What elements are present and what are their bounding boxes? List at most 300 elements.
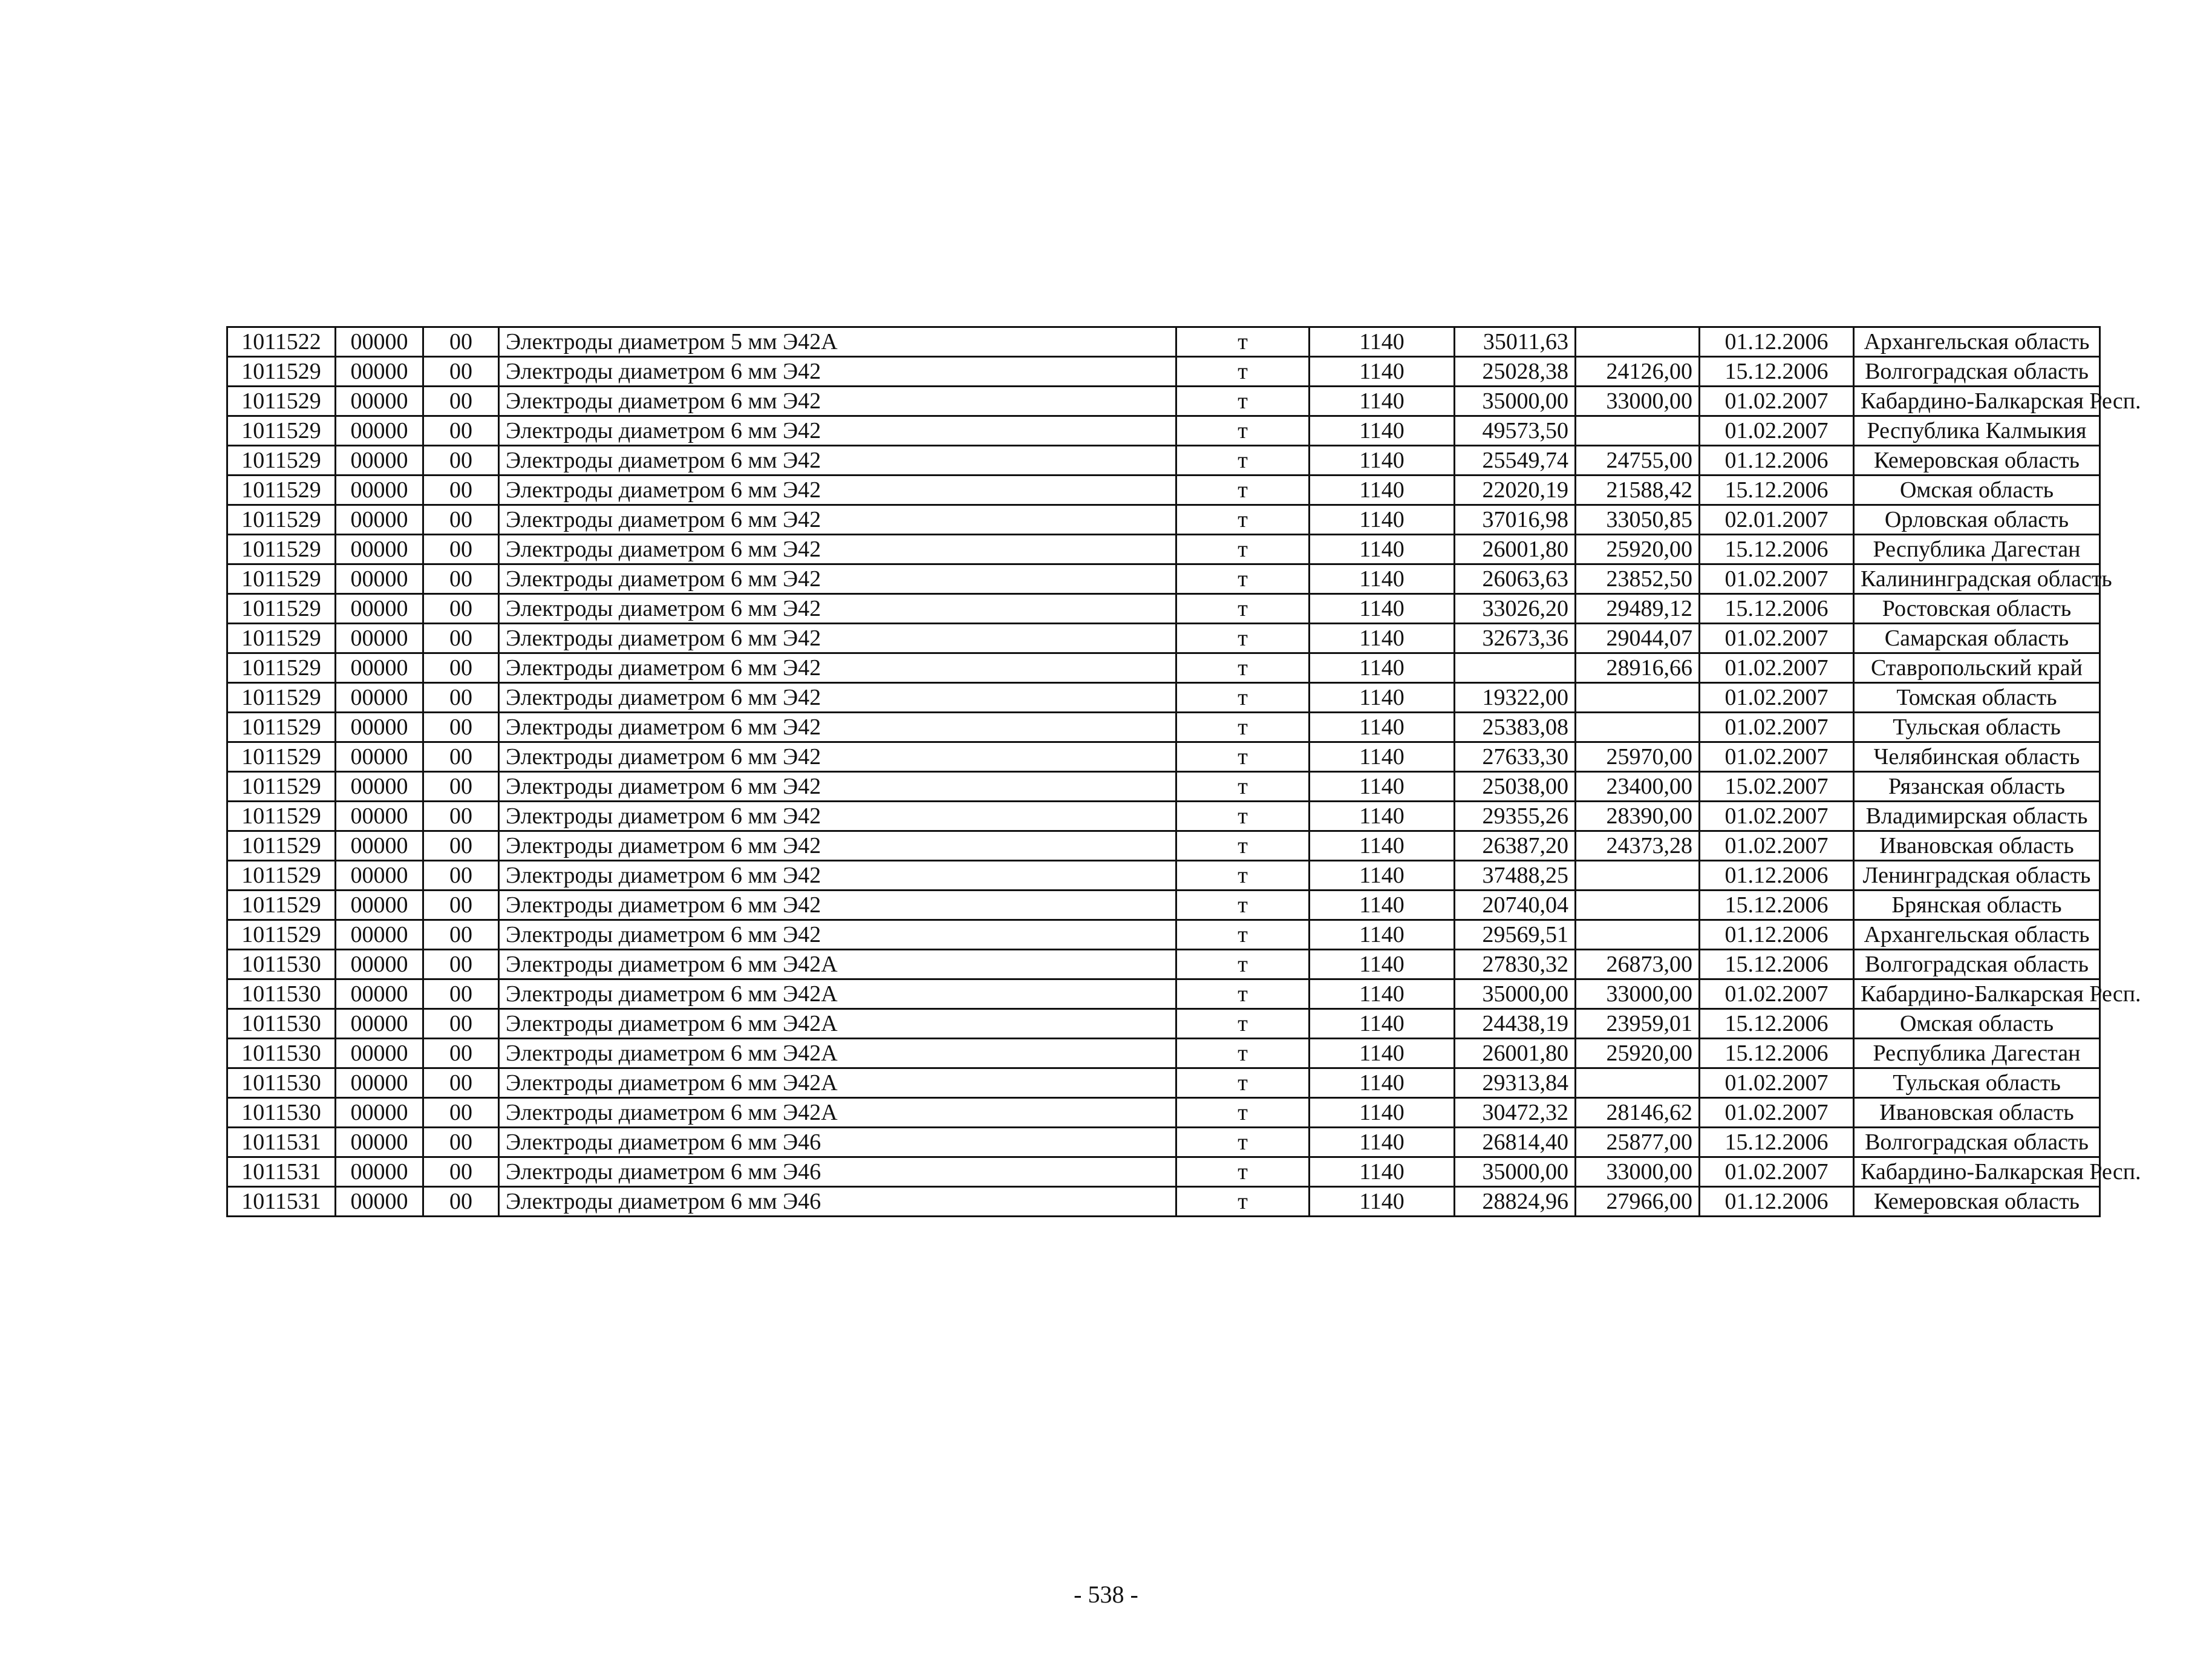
- unit-cell: т: [1176, 713, 1310, 742]
- product-name-cell: Электроды диаметром 6 мм Э42: [499, 861, 1176, 891]
- unit-code-cell: 1140: [1310, 802, 1455, 831]
- price-without-tax-cell: 28390,00: [1576, 802, 1700, 831]
- unit-code-cell: 1140: [1310, 1187, 1455, 1217]
- date-cell: 01.02.2007: [1700, 653, 1854, 683]
- product-name-cell: Электроды диаметром 6 мм Э46: [499, 1157, 1176, 1187]
- region-cell: Самарская область: [1854, 624, 2100, 653]
- product-name-cell: Электроды диаметром 6 мм Э42: [499, 594, 1176, 624]
- table-row: [227, 742, 2100, 772]
- product-name-cell: Электроды диаметром 6 мм Э42: [499, 416, 1176, 446]
- product-code-cell: 1011529: [227, 920, 336, 950]
- region-cell: Ивановская область: [1854, 1098, 2100, 1128]
- product-code-cell: 1011531: [227, 1157, 336, 1187]
- date-cell: 01.12.2006: [1700, 327, 1854, 357]
- table-row: [227, 594, 2100, 624]
- region-cell: Республика Калмыкия: [1854, 416, 2100, 446]
- date-cell: 01.12.2006: [1700, 861, 1854, 891]
- unit-cell: т: [1176, 920, 1310, 950]
- price-cell: 28824,96: [1455, 1187, 1576, 1217]
- product-code-cell: 1011522: [227, 327, 336, 357]
- variant-cell: 00: [423, 950, 499, 979]
- price-without-tax-cell: [1576, 920, 1700, 950]
- unit-cell: т: [1176, 505, 1310, 535]
- price-without-tax-cell: 33000,00: [1576, 979, 1700, 1009]
- subcode-cell: 00000: [336, 742, 423, 772]
- product-code-cell: 1011529: [227, 772, 336, 802]
- unit-code-cell: 1140: [1310, 357, 1455, 387]
- subcode-cell: 00000: [336, 1068, 423, 1098]
- product-name-cell: Электроды диаметром 6 мм Э42А: [499, 1068, 1176, 1098]
- subcode-cell: 00000: [336, 1009, 423, 1039]
- subcode-cell: 00000: [336, 564, 423, 594]
- table-row: [227, 416, 2100, 446]
- price-cell: 19322,00: [1455, 683, 1576, 713]
- date-cell: 01.12.2006: [1700, 1187, 1854, 1217]
- product-name-cell: Электроды диаметром 5 мм Э42А: [499, 327, 1176, 357]
- price-cell: 35000,00: [1455, 979, 1576, 1009]
- price-cell: 29355,26: [1455, 802, 1576, 831]
- unit-code-cell: 1140: [1310, 891, 1455, 920]
- subcode-cell: 00000: [336, 891, 423, 920]
- unit-code-cell: 1140: [1310, 1009, 1455, 1039]
- region-cell: Кабардино-Балкарская Респ.: [1854, 1157, 2100, 1187]
- price-cell: 32673,36: [1455, 624, 1576, 653]
- table-row: [227, 1009, 2100, 1039]
- subcode-cell: 00000: [336, 979, 423, 1009]
- region-cell: Омская область: [1854, 1009, 2100, 1039]
- region-cell: Республика Дагестан: [1854, 1039, 2100, 1068]
- date-cell: 01.12.2006: [1700, 446, 1854, 476]
- table-row: [227, 505, 2100, 535]
- unit-cell: т: [1176, 1068, 1310, 1098]
- product-name-cell: Электроды диаметром 6 мм Э42А: [499, 1039, 1176, 1068]
- date-cell: 01.02.2007: [1700, 713, 1854, 742]
- region-cell: Ивановская область: [1854, 831, 2100, 861]
- subcode-cell: 00000: [336, 446, 423, 476]
- unit-cell: т: [1176, 357, 1310, 387]
- unit-code-cell: 1140: [1310, 683, 1455, 713]
- price-without-tax-cell: 29489,12: [1576, 594, 1700, 624]
- product-code-cell: 1011529: [227, 831, 336, 861]
- variant-cell: 00: [423, 861, 499, 891]
- region-cell: Кабардино-Балкарская Респ.: [1854, 387, 2100, 416]
- unit-code-cell: 1140: [1310, 327, 1455, 357]
- table-row: [227, 387, 2100, 416]
- date-cell: 15.12.2006: [1700, 950, 1854, 979]
- unit-cell: т: [1176, 950, 1310, 979]
- unit-code-cell: 1140: [1310, 1098, 1455, 1128]
- unit-cell: т: [1176, 891, 1310, 920]
- variant-cell: 00: [423, 1068, 499, 1098]
- region-cell: Ленинградская область: [1854, 861, 2100, 891]
- date-cell: 15.12.2006: [1700, 1128, 1854, 1157]
- region-cell: Архангельская область: [1854, 920, 2100, 950]
- table-row: [227, 327, 2100, 357]
- product-name-cell: Электроды диаметром 6 мм Э42А: [499, 979, 1176, 1009]
- subcode-cell: 00000: [336, 476, 423, 505]
- unit-cell: т: [1176, 861, 1310, 891]
- region-cell: Кемеровская область: [1854, 446, 2100, 476]
- subcode-cell: 00000: [336, 713, 423, 742]
- subcode-cell: 00000: [336, 1187, 423, 1217]
- product-code-cell: 1011531: [227, 1128, 336, 1157]
- product-name-cell: Электроды диаметром 6 мм Э42: [499, 505, 1176, 535]
- product-code-cell: 1011529: [227, 476, 336, 505]
- date-cell: 01.02.2007: [1700, 564, 1854, 594]
- table-row: [227, 1157, 2100, 1187]
- unit-cell: т: [1176, 535, 1310, 564]
- table-row: [227, 950, 2100, 979]
- variant-cell: 00: [423, 713, 499, 742]
- unit-code-cell: 1140: [1310, 979, 1455, 1009]
- price-cell: 30472,32: [1455, 1098, 1576, 1128]
- subcode-cell: 00000: [336, 387, 423, 416]
- unit-code-cell: 1140: [1310, 387, 1455, 416]
- product-name-cell: Электроды диаметром 6 мм Э42: [499, 802, 1176, 831]
- product-name-cell: Электроды диаметром 6 мм Э42: [499, 624, 1176, 653]
- unit-cell: т: [1176, 1187, 1310, 1217]
- region-cell: Томская область: [1854, 683, 2100, 713]
- price-cell: 27830,32: [1455, 950, 1576, 979]
- price-cell: 27633,30: [1455, 742, 1576, 772]
- variant-cell: 00: [423, 920, 499, 950]
- table-row: [227, 446, 2100, 476]
- product-code-cell: 1011530: [227, 979, 336, 1009]
- unit-cell: т: [1176, 564, 1310, 594]
- price-without-tax-cell: 33000,00: [1576, 387, 1700, 416]
- price-without-tax-cell: 24126,00: [1576, 357, 1700, 387]
- product-name-cell: Электроды диаметром 6 мм Э42: [499, 742, 1176, 772]
- product-code-cell: 1011529: [227, 357, 336, 387]
- price-cell: 29313,84: [1455, 1068, 1576, 1098]
- subcode-cell: 00000: [336, 831, 423, 861]
- unit-code-cell: 1140: [1310, 1157, 1455, 1187]
- product-name-cell: Электроды диаметром 6 мм Э42: [499, 564, 1176, 594]
- unit-cell: т: [1176, 1098, 1310, 1128]
- unit-cell: т: [1176, 802, 1310, 831]
- product-name-cell: Электроды диаметром 6 мм Э46: [499, 1187, 1176, 1217]
- date-cell: 01.02.2007: [1700, 1098, 1854, 1128]
- table-row: [227, 713, 2100, 742]
- region-cell: Архангельская область: [1854, 327, 2100, 357]
- region-cell: Ставропольский край: [1854, 653, 2100, 683]
- date-cell: 01.02.2007: [1700, 831, 1854, 861]
- product-code-cell: 1011529: [227, 891, 336, 920]
- product-code-cell: 1011530: [227, 1009, 336, 1039]
- price-cell: 25028,38: [1455, 357, 1576, 387]
- date-cell: 01.02.2007: [1700, 1068, 1854, 1098]
- price-without-tax-cell: 29044,07: [1576, 624, 1700, 653]
- product-code-cell: 1011529: [227, 653, 336, 683]
- product-code-cell: 1011529: [227, 713, 336, 742]
- price-table-body: [227, 327, 2141, 1217]
- region-cell: Орловская область: [1854, 505, 2100, 535]
- product-code-cell: 1011529: [227, 861, 336, 891]
- unit-cell: т: [1176, 653, 1310, 683]
- subcode-cell: 00000: [336, 1128, 423, 1157]
- date-cell: 01.02.2007: [1700, 387, 1854, 416]
- region-cell: Калининградская область: [1854, 564, 2100, 594]
- price-without-tax-cell: 33050,85: [1576, 505, 1700, 535]
- product-name-cell: Электроды диаметром 6 мм Э42А: [499, 1098, 1176, 1128]
- unit-code-cell: 1140: [1310, 594, 1455, 624]
- document-sheet: [226, 326, 2141, 1217]
- unit-cell: т: [1176, 624, 1310, 653]
- date-cell: 15.12.2006: [1700, 594, 1854, 624]
- price-without-tax-cell: 23959,01: [1576, 1009, 1700, 1039]
- unit-code-cell: 1140: [1310, 831, 1455, 861]
- product-code-cell: 1011530: [227, 950, 336, 979]
- price-cell: 25038,00: [1455, 772, 1576, 802]
- region-cell: Владимирская область: [1854, 802, 2100, 831]
- unit-code-cell: 1140: [1310, 476, 1455, 505]
- product-code-cell: 1011530: [227, 1068, 336, 1098]
- variant-cell: 00: [423, 594, 499, 624]
- product-code-cell: 1011531: [227, 1187, 336, 1217]
- table-row: [227, 1068, 2100, 1098]
- region-cell: Волгоградская область: [1854, 1128, 2100, 1157]
- price-without-tax-cell: 25920,00: [1576, 1039, 1700, 1068]
- variant-cell: 00: [423, 1157, 499, 1187]
- product-name-cell: Электроды диаметром 6 мм Э46: [499, 1128, 1176, 1157]
- product-name-cell: Электроды диаметром 6 мм Э42: [499, 387, 1176, 416]
- variant-cell: 00: [423, 327, 499, 357]
- product-code-cell: 1011529: [227, 683, 336, 713]
- date-cell: 01.02.2007: [1700, 742, 1854, 772]
- unit-cell: т: [1176, 416, 1310, 446]
- region-cell: Рязанская область: [1854, 772, 2100, 802]
- subcode-cell: 00000: [336, 1098, 423, 1128]
- product-name-cell: Электроды диаметром 6 мм Э42: [499, 535, 1176, 564]
- price-without-tax-cell: 24755,00: [1576, 446, 1700, 476]
- price-cell: 26001,80: [1455, 535, 1576, 564]
- variant-cell: 00: [423, 1039, 499, 1068]
- subcode-cell: 00000: [336, 535, 423, 564]
- variant-cell: 00: [423, 505, 499, 535]
- variant-cell: 00: [423, 891, 499, 920]
- date-cell: 01.02.2007: [1700, 624, 1854, 653]
- unit-cell: т: [1176, 1157, 1310, 1187]
- region-cell: Тульская область: [1854, 713, 2100, 742]
- date-cell: 15.12.2006: [1700, 1009, 1854, 1039]
- variant-cell: 00: [423, 831, 499, 861]
- product-code-cell: 1011530: [227, 1039, 336, 1068]
- date-cell: 01.12.2006: [1700, 920, 1854, 950]
- region-cell: Республика Дагестан: [1854, 535, 2100, 564]
- price-cell: 49573,50: [1455, 416, 1576, 446]
- product-name-cell: Электроды диаметром 6 мм Э42: [499, 772, 1176, 802]
- subcode-cell: 00000: [336, 653, 423, 683]
- table-row: [227, 831, 2100, 861]
- price-without-tax-cell: 27966,00: [1576, 1187, 1700, 1217]
- unit-code-cell: 1140: [1310, 446, 1455, 476]
- price-cell: 35000,00: [1455, 1157, 1576, 1187]
- price-without-tax-cell: [1576, 1068, 1700, 1098]
- subcode-cell: 00000: [336, 1157, 423, 1187]
- unit-cell: т: [1176, 387, 1310, 416]
- product-name-cell: Электроды диаметром 6 мм Э42: [499, 476, 1176, 505]
- variant-cell: 00: [423, 653, 499, 683]
- unit-code-cell: 1140: [1310, 1128, 1455, 1157]
- unit-code-cell: 1140: [1310, 742, 1455, 772]
- date-cell: 02.01.2007: [1700, 505, 1854, 535]
- unit-code-cell: 1140: [1310, 772, 1455, 802]
- price-cell: 26063,63: [1455, 564, 1576, 594]
- price-without-tax-cell: [1576, 713, 1700, 742]
- product-name-cell: Электроды диаметром 6 мм Э42: [499, 831, 1176, 861]
- price-cell: 35011,63: [1455, 327, 1576, 357]
- unit-cell: т: [1176, 594, 1310, 624]
- price-without-tax-cell: [1576, 683, 1700, 713]
- variant-cell: 00: [423, 742, 499, 772]
- product-code-cell: 1011529: [227, 416, 336, 446]
- price-without-tax-cell: 25920,00: [1576, 535, 1700, 564]
- product-code-cell: 1011529: [227, 564, 336, 594]
- variant-cell: 00: [423, 683, 499, 713]
- variant-cell: 00: [423, 535, 499, 564]
- variant-cell: 00: [423, 446, 499, 476]
- price-cell: [1455, 653, 1576, 683]
- price-cell: 33026,20: [1455, 594, 1576, 624]
- price-cell: 24438,19: [1455, 1009, 1576, 1039]
- unit-cell: т: [1176, 1009, 1310, 1039]
- variant-cell: 00: [423, 772, 499, 802]
- product-code-cell: 1011529: [227, 505, 336, 535]
- table-row: [227, 1098, 2100, 1128]
- date-cell: 01.02.2007: [1700, 683, 1854, 713]
- unit-cell: т: [1176, 979, 1310, 1009]
- date-cell: 15.12.2006: [1700, 891, 1854, 920]
- region-cell: Тульская область: [1854, 1068, 2100, 1098]
- region-cell: Кабардино-Балкарская Респ.: [1854, 979, 2100, 1009]
- product-name-cell: Электроды диаметром 6 мм Э42: [499, 683, 1176, 713]
- subcode-cell: 00000: [336, 861, 423, 891]
- variant-cell: 00: [423, 1128, 499, 1157]
- subcode-cell: 00000: [336, 772, 423, 802]
- product-name-cell: Электроды диаметром 6 мм Э42: [499, 920, 1176, 950]
- subcode-cell: 00000: [336, 594, 423, 624]
- price-cell: 26814,40: [1455, 1128, 1576, 1157]
- table-row: [227, 683, 2100, 713]
- price-cell: 25549,74: [1455, 446, 1576, 476]
- product-name-cell: Электроды диаметром 6 мм Э42: [499, 713, 1176, 742]
- product-code-cell: 1011529: [227, 802, 336, 831]
- table-row: [227, 802, 2100, 831]
- date-cell: 01.02.2007: [1700, 979, 1854, 1009]
- unit-cell: т: [1176, 772, 1310, 802]
- date-cell: 01.02.2007: [1700, 1157, 1854, 1187]
- price-without-tax-cell: 25877,00: [1576, 1128, 1700, 1157]
- date-cell: 01.02.2007: [1700, 802, 1854, 831]
- product-code-cell: 1011530: [227, 1098, 336, 1128]
- table-row: [227, 1187, 2100, 1217]
- price-without-tax-cell: 23852,50: [1576, 564, 1700, 594]
- table-row: [227, 476, 2100, 505]
- subcode-cell: 00000: [336, 802, 423, 831]
- product-name-cell: Электроды диаметром 6 мм Э42: [499, 653, 1176, 683]
- price-without-tax-cell: 26873,00: [1576, 950, 1700, 979]
- page-number: - 538 -: [1074, 1581, 1138, 1608]
- date-cell: 15.02.2007: [1700, 772, 1854, 802]
- variant-cell: 00: [423, 357, 499, 387]
- subcode-cell: 00000: [336, 683, 423, 713]
- product-code-cell: 1011529: [227, 387, 336, 416]
- price-without-tax-cell: [1576, 891, 1700, 920]
- date-cell: 15.12.2006: [1700, 476, 1854, 505]
- region-cell: Омская область: [1854, 476, 2100, 505]
- price-cell: 25383,08: [1455, 713, 1576, 742]
- unit-cell: т: [1176, 831, 1310, 861]
- product-code-cell: 1011529: [227, 624, 336, 653]
- unit-code-cell: 1140: [1310, 624, 1455, 653]
- price-cell: 29569,51: [1455, 920, 1576, 950]
- price-without-tax-cell: 33000,00: [1576, 1157, 1700, 1187]
- region-cell: Волгоградская область: [1854, 357, 2100, 387]
- subcode-cell: 00000: [336, 624, 423, 653]
- product-code-cell: 1011529: [227, 535, 336, 564]
- variant-cell: 00: [423, 1098, 499, 1128]
- unit-code-cell: 1140: [1310, 564, 1455, 594]
- product-code-cell: 1011529: [227, 742, 336, 772]
- unit-cell: т: [1176, 742, 1310, 772]
- date-cell: 15.12.2006: [1700, 535, 1854, 564]
- region-cell: Кемеровская область: [1854, 1187, 2100, 1217]
- table-row: [227, 1128, 2100, 1157]
- table-row: [227, 624, 2100, 653]
- table-row: [227, 564, 2100, 594]
- subcode-cell: 00000: [336, 505, 423, 535]
- date-cell: 15.12.2006: [1700, 357, 1854, 387]
- unit-cell: т: [1176, 446, 1310, 476]
- unit-code-cell: 1140: [1310, 505, 1455, 535]
- price-without-tax-cell: [1576, 416, 1700, 446]
- subcode-cell: 00000: [336, 327, 423, 357]
- variant-cell: 00: [423, 387, 499, 416]
- unit-cell: т: [1176, 1128, 1310, 1157]
- price-cell: 37488,25: [1455, 861, 1576, 891]
- price-without-tax-cell: 23400,00: [1576, 772, 1700, 802]
- region-cell: Волгоградская область: [1854, 950, 2100, 979]
- subcode-cell: 00000: [336, 1039, 423, 1068]
- price-without-tax-cell: 28916,66: [1576, 653, 1700, 683]
- variant-cell: 00: [423, 564, 499, 594]
- unit-code-cell: 1140: [1310, 950, 1455, 979]
- price-without-tax-cell: 24373,28: [1576, 831, 1700, 861]
- variant-cell: 00: [423, 1009, 499, 1039]
- product-name-cell: Электроды диаметром 6 мм Э42: [499, 357, 1176, 387]
- table-row: [227, 861, 2100, 891]
- price-without-tax-cell: 28146,62: [1576, 1098, 1700, 1128]
- unit-code-cell: 1140: [1310, 1039, 1455, 1068]
- table-row: [227, 1039, 2100, 1068]
- variant-cell: 00: [423, 1187, 499, 1217]
- table-row: [227, 979, 2100, 1009]
- product-name-cell: Электроды диаметром 6 мм Э42А: [499, 950, 1176, 979]
- variant-cell: 00: [423, 416, 499, 446]
- table-row: [227, 920, 2100, 950]
- product-code-cell: 1011529: [227, 446, 336, 476]
- unit-cell: т: [1176, 683, 1310, 713]
- price-cell: 26387,20: [1455, 831, 1576, 861]
- table-row: [227, 535, 2100, 564]
- subcode-cell: 00000: [336, 416, 423, 446]
- unit-code-cell: 1140: [1310, 1068, 1455, 1098]
- price-cell: 35000,00: [1455, 387, 1576, 416]
- variant-cell: 00: [423, 979, 499, 1009]
- date-cell: 01.02.2007: [1700, 416, 1854, 446]
- price-cell: 22020,19: [1455, 476, 1576, 505]
- product-name-cell: Электроды диаметром 6 мм Э42: [499, 446, 1176, 476]
